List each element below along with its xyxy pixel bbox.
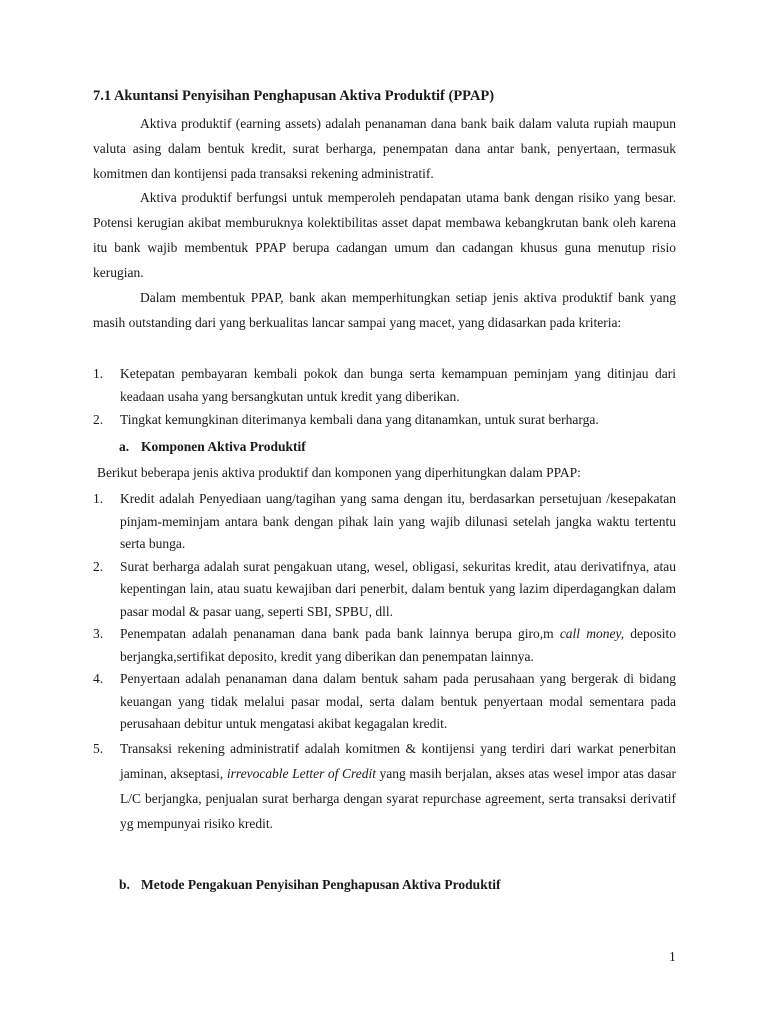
list-item (93, 488, 676, 556)
subsection-letter: a. (119, 439, 130, 454)
list-item-text-end: yang masih berjalan, akses atas wesel impor atas dasar L/C berjangka, penjualan surat berharga dengan syarat repurchase agreement, serta transaksi derivatif yg mempunyai risiko kredit. (120, 765, 676, 831)
subsection-heading-a (119, 439, 306, 455)
list-item-text: Surat berharga adalah surat pengakuan utang, wesel, obligasi, sekuritas kredit, atau derivatifnya, atau kepentingan lain, atau suatu kewajiban dari penerbit, dalam bentuk yang lazim diperdagangkan dalam pasar modal & pasar uang, seperti SBI, SPBU, dll. (120, 558, 676, 619)
list-item (93, 362, 676, 408)
subsection-letter: b. (119, 877, 130, 892)
components-intro: Berikut beberapa jenis aktiva produktif dan komponen yang diperhitungkan dalam PPAP: (97, 465, 581, 480)
components-list (93, 488, 676, 836)
section-title: 7.1 Akuntansi Penyisihan Penghapusan Aktiva Produktif (PPAP) (93, 88, 495, 104)
page-number: 1 (669, 949, 676, 964)
subsection-heading-text: Metode Pengakuan Penyisihan Penghapusan Aktiva Produktif (141, 877, 501, 892)
list-item-italic-text: call money, (559, 626, 625, 641)
list-item (93, 668, 676, 736)
list-item-text: Penyertaan adalah penanaman dana dalam bentuk saham pada perusahaan yang bergerak di bidang keuangan yang tidak melalui pasar modal, serta dalam bentuk penyertaan modal sementara pada perusahaan debitur untuk mengatasi akibat kegagalan kredit. (120, 671, 676, 731)
subsection-heading-b (119, 877, 500, 893)
list-number: 1. (93, 491, 104, 506)
list-item (93, 556, 676, 624)
list-item (93, 408, 676, 431)
list-item (93, 623, 676, 668)
paragraph-3: Dalam membentuk PPAP, bank akan memperhitungkan setiap jenis aktiva produktif bank yang masih outstanding dari yang berkualitas lancar sampai yang macet, yang didasarkan pada kriteria: (93, 290, 676, 330)
list-item-text-start: Penempatan adalah penanaman dana bank pada bank lainnya berupa giro,m (120, 626, 560, 641)
list-item-italic-text: irrevocable Letter of Credit (226, 765, 376, 781)
criteria-list (93, 362, 676, 431)
list-number: 3. (93, 626, 104, 641)
list-number: 5. (93, 740, 104, 756)
list-number: 2. (93, 558, 104, 574)
list-item-text: Tingkat kemungkinan diterimanya kembali dana yang ditanamkan, untuk surat berharga. (120, 412, 599, 427)
list-item (93, 736, 676, 836)
list-number: 4. (93, 671, 104, 686)
list-item-text-end: deposito berjangka,sertifikat deposito, kredit yang diberikan dan penempatan lainnya. (120, 626, 677, 664)
paragraph-1: Aktiva produktif (earning assets) adalah penanaman dana bank baik dalam valuta rupiah maupun valuta asing dalam bentuk kredit, surat berharga, penempatan dana antar bank, penyertaan, termasuk komitmen dan kontijensi pada transaksi rekening administratif. (93, 116, 676, 181)
list-number: 2. (93, 412, 104, 427)
paragraph-2: Aktiva produktif berfungsi untuk memperoleh pendapatan utama bank dengan risiko yang besar. Potensi kerugian akibat memburuknya kolektibilitas asset dapat membawa kebangkrutan bank oleh karena itu bank wajib membentuk PPAP berupa cadangan umum dan cadangan khusus guna menutup risio kerugian. (93, 190, 676, 280)
list-item-text-start: Transaksi rekening administratif adalah komitmen & kontijensi yang terdiri dari warkat penerbitan jaminan, akseptasi, (120, 740, 676, 781)
list-item-text: Ketepatan pembayaran kembali pokok dan bunga serta kemampuan peminjam yang ditinjau dari keadaan usaha yang bersangkutan untuk kredit yang diberikan. (120, 366, 676, 404)
subsection-heading-text: Komponen Aktiva Produktif (141, 439, 306, 454)
list-number: 1. (93, 366, 104, 381)
list-item-text: Kredit adalah Penyediaan uang/tagihan yang sama dengan itu, berdasarkan persetujuan /kesepakatan pinjam-meminjam antara bank dengan pihak lain yang wajib dilunasi setelah jangka waktu tertentu serta bunga. (120, 491, 676, 551)
